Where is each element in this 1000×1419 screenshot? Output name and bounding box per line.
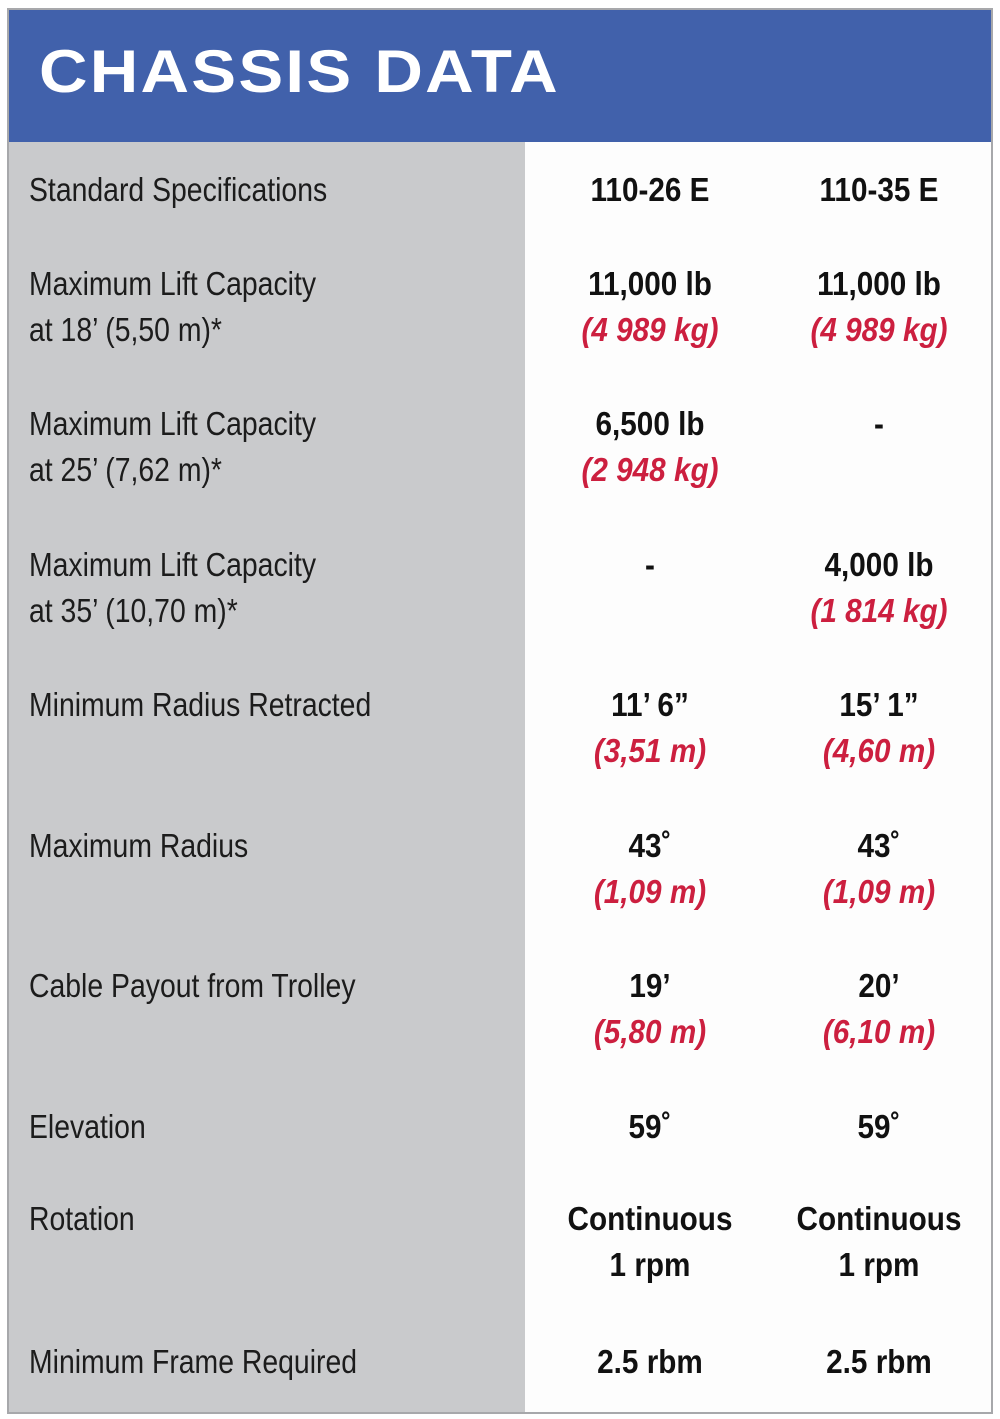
value-imperial: 11,000 lb <box>588 265 712 302</box>
value-line: 1 rpm <box>609 1246 691 1283</box>
value-imperial: 11’ 6” <box>611 686 689 723</box>
value-imperial: 11,000 lb <box>817 265 941 302</box>
value-metric: (2 948 kg) <box>581 451 719 488</box>
value-110-26e <box>535 682 765 774</box>
label-line: at 25’ (7,62 m)* <box>29 451 222 488</box>
label-line: Minimum Frame Required <box>29 1343 358 1380</box>
value-metric: (4 989 kg) <box>810 311 948 348</box>
value-imperial: 110-26 E <box>590 171 710 208</box>
value-110-26e <box>535 1196 765 1288</box>
row-label <box>29 682 442 728</box>
chassis-data-table <box>7 8 993 1414</box>
label-line: Rotation <box>29 1200 135 1237</box>
value-metric: (4,60 m) <box>822 732 936 769</box>
row-label <box>29 1104 442 1150</box>
value-metric: (1,09 m) <box>593 873 707 910</box>
model-110-26e-header <box>535 167 765 213</box>
value-imperial: - <box>874 405 884 442</box>
value-110-35e <box>764 1196 994 1288</box>
label-line: at 35’ (10,70 m)* <box>29 592 238 629</box>
value-110-35e <box>764 1339 994 1385</box>
value-imperial: 2.5 rbm <box>826 1343 932 1380</box>
value-imperial: 4,000 lb <box>824 546 934 583</box>
value-110-35e <box>764 261 994 353</box>
value-metric: (6,10 m) <box>822 1013 936 1050</box>
label-line: Minimum Radius Retracted <box>29 686 372 723</box>
model-110-35e-header <box>764 167 994 213</box>
value-imperial: 6,500 lb <box>595 405 705 442</box>
value-110-26e <box>535 963 765 1055</box>
value-110-26e <box>535 261 765 353</box>
row-label <box>29 963 442 1009</box>
value-imperial: 15’ 1” <box>839 686 919 723</box>
value-metric: (3,51 m) <box>593 732 707 769</box>
value-imperial: 110-35 E <box>819 171 939 208</box>
value-imperial: 43˚ <box>628 827 672 864</box>
value-110-35e <box>764 542 994 634</box>
table-title: CHASSIS DATA <box>39 38 560 105</box>
label-line: Standard Specifications <box>29 171 328 208</box>
label-line: Maximum Lift Capacity <box>29 546 317 583</box>
row-label <box>29 1196 442 1242</box>
value-imperial: 59˚ <box>857 1108 901 1145</box>
row-label <box>29 823 442 869</box>
row-label <box>29 401 442 493</box>
value-line: Continuous <box>567 1200 733 1237</box>
value-metric: (4 989 kg) <box>581 311 719 348</box>
value-line: Continuous <box>796 1200 962 1237</box>
label-line: at 18’ (5,50 m)* <box>29 311 222 348</box>
value-110-35e <box>764 1104 994 1150</box>
value-110-26e <box>535 401 765 493</box>
label-line: Maximum Lift Capacity <box>29 405 317 442</box>
row-label <box>29 542 442 634</box>
value-110-35e <box>764 401 994 447</box>
value-110-26e <box>535 1104 765 1150</box>
table-header <box>9 10 991 142</box>
label-line: Maximum Radius <box>29 827 249 864</box>
value-metric: (1,09 m) <box>822 873 936 910</box>
label-line: Elevation <box>29 1108 146 1145</box>
row-label <box>29 261 442 353</box>
value-imperial: 19’ <box>629 967 671 1004</box>
value-110-26e <box>535 823 765 915</box>
row-label <box>29 167 442 213</box>
value-imperial: - <box>645 546 655 583</box>
value-imperial: 43˚ <box>857 827 901 864</box>
value-line: 1 rpm <box>838 1246 920 1283</box>
value-imperial: 2.5 rbm <box>597 1343 703 1380</box>
label-line: Maximum Lift Capacity <box>29 265 317 302</box>
value-110-26e <box>535 1339 765 1385</box>
value-metric: (5,80 m) <box>593 1013 707 1050</box>
value-110-35e <box>764 682 994 774</box>
label-line: Cable Payout from Trolley <box>29 967 356 1004</box>
value-110-35e <box>764 963 994 1055</box>
value-110-35e <box>764 823 994 915</box>
row-label <box>29 1339 442 1385</box>
value-imperial: 59˚ <box>628 1108 672 1145</box>
value-imperial: 20’ <box>858 967 900 1004</box>
value-metric: (1 814 kg) <box>810 592 948 629</box>
value-110-26e <box>535 542 765 588</box>
